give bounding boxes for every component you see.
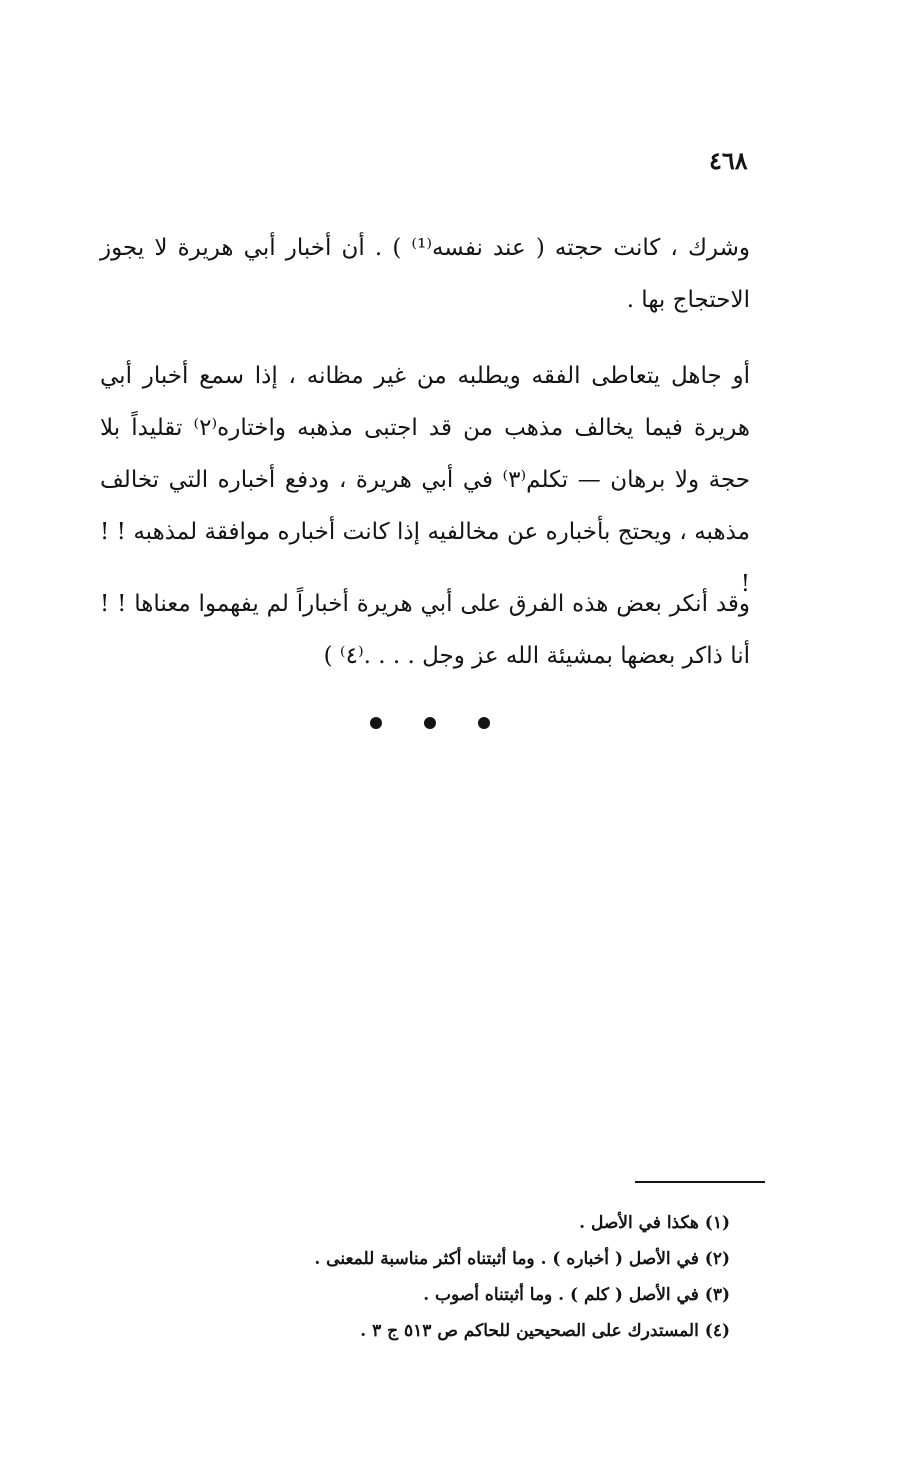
page-number: ٤٦٨ xyxy=(709,146,748,175)
paragraph-1: وشرك ، كانت حجته ( عند نفسه⁽¹⁾ ) . أن أخبار أبي هريرة لا يجوز الاحتجاج بها . xyxy=(100,235,750,313)
footnote-1: (١) هكذا في الأصل . xyxy=(579,1213,730,1233)
paragraph-3: وقد أنكر بعض هذه الفرق على أبي هريرة أخباراً لم يفهموا معناها ! ! أنا ذاكر بعضها بمشيئة الله عز وجل . . . .⁽٤⁾ ) xyxy=(100,591,750,669)
footnote-divider xyxy=(635,1181,765,1183)
section-separator xyxy=(370,703,490,743)
paragraph-2: أو جاهل يتعاطى الفقه ويطلبه من غير مظانه ، إذا سمع أخبار أبي هريرة فيما يخالف مذهب من قد اجتبى مذهبه واختاره⁽٢⁾ تقليداً بلا حجة ولا برهان — تكلم⁽٣⁾ في أبي هريرة ، ودفع أخباره التي تخالف مذهبه ، ويحتج بأخباره عن مخالفيه إذا كانت أخباره موافقة لمذهبه ! ! ! xyxy=(100,363,751,597)
footnote-3: (٣) في الأصل ( كلم ) . وما أثبتناه أصوب . xyxy=(423,1285,730,1305)
footnote-2: (٢) في الأصل ( أخباره ) . وما أثبتناه أكثر مناسبة للمعنى . xyxy=(314,1249,730,1269)
footnote-4: (٤) المستدرك على الصحيحين للحاكم ص ٥١٣ ج ٣ . xyxy=(360,1321,730,1341)
footnotes-list xyxy=(280,1205,730,1349)
separator-dot xyxy=(478,717,490,729)
separator-dot xyxy=(424,717,436,729)
separator-dot xyxy=(370,717,382,729)
